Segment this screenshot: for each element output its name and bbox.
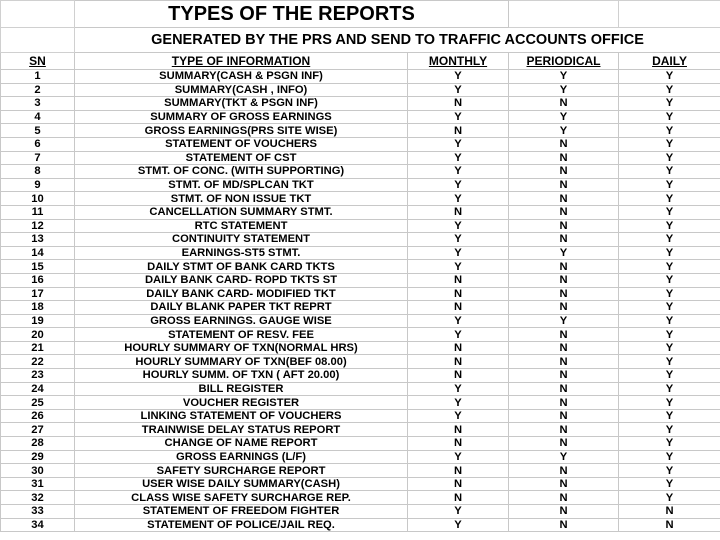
cell-sn[interactable]: 7 <box>1 151 75 165</box>
cell-sn[interactable]: 4 <box>1 110 75 124</box>
table-row <box>1 260 720 274</box>
table-row <box>1 396 720 410</box>
cell-periodical[interactable]: N <box>509 423 619 437</box>
cell-sn[interactable]: 34 <box>1 518 75 532</box>
cell-type-of-information[interactable]: USER WISE DAILY SUMMARY(CASH) <box>75 477 408 491</box>
cell-periodical[interactable]: N <box>509 341 619 355</box>
cell-sn[interactable]: 22 <box>1 355 75 369</box>
table-row <box>1 219 720 233</box>
cell-monthly[interactable]: N <box>408 273 509 287</box>
table-row <box>1 423 720 437</box>
cell-type-of-information[interactable]: STATEMENT OF FREEDOM FIGHTER <box>75 505 408 519</box>
cell-sn[interactable]: 25 <box>1 396 75 410</box>
cell-monthly[interactable]: Y <box>408 192 509 206</box>
cell-monthly[interactable]: Y <box>408 396 509 410</box>
cell-sn[interactable]: 21 <box>1 341 75 355</box>
cell-periodical[interactable]: Y <box>509 246 619 260</box>
cell-sn[interactable]: 26 <box>1 409 75 423</box>
cell-periodical[interactable]: Y <box>509 83 619 97</box>
cell-periodical[interactable]: N <box>509 273 619 287</box>
table-row <box>1 233 720 247</box>
table-row <box>1 518 720 532</box>
cell-periodical[interactable]: Y <box>509 124 619 138</box>
cell-monthly[interactable]: Y <box>408 219 509 233</box>
cell-sn[interactable]: 9 <box>1 178 75 192</box>
cell-sn[interactable]: 3 <box>1 97 75 111</box>
cell-sn[interactable]: 8 <box>1 165 75 179</box>
cell-periodical[interactable]: N <box>509 382 619 396</box>
table-row <box>1 301 720 315</box>
cell-type-of-information[interactable]: SAFETY SURCHARGE REPORT <box>75 464 408 478</box>
cell-monthly[interactable]: Y <box>408 165 509 179</box>
title-blank-cell[interactable] <box>509 1 619 28</box>
cell-sn[interactable]: 31 <box>1 477 75 491</box>
cell-daily[interactable]: Y <box>619 382 720 396</box>
cell-periodical[interactable]: Y <box>509 70 619 84</box>
cell-sn[interactable]: 6 <box>1 137 75 151</box>
title-row <box>1 1 720 28</box>
cell-daily[interactable]: Y <box>619 355 720 369</box>
cell-type-of-information[interactable]: STATEMENT OF POLICE/JAIL REQ. <box>75 518 408 532</box>
cell-sn[interactable]: 1 <box>1 70 75 84</box>
title-blank-cell[interactable] <box>1 1 75 28</box>
cell-monthly[interactable]: Y <box>408 450 509 464</box>
table-row <box>1 205 720 219</box>
table-row <box>1 409 720 423</box>
table-row <box>1 314 720 328</box>
cell-type-of-information[interactable]: CHANGE OF NAME REPORT <box>75 437 408 451</box>
cell-periodical[interactable]: N <box>509 328 619 342</box>
cell-daily[interactable]: Y <box>619 83 720 97</box>
cell-sn[interactable]: 30 <box>1 464 75 478</box>
cell-type-of-information[interactable]: DAILY BANK CARD- ROPD TKTS ST <box>75 273 408 287</box>
cell-sn[interactable]: 24 <box>1 382 75 396</box>
cell-periodical[interactable]: N <box>509 260 619 274</box>
cell-type-of-information[interactable]: EARNINGS-ST5 STMT. <box>75 246 408 260</box>
cell-periodical[interactable]: N <box>509 192 619 206</box>
cell-monthly[interactable]: N <box>408 97 509 111</box>
cell-type-of-information[interactable]: STMT. OF CONC. (WITH SUPPORTING) <box>75 165 408 179</box>
cell-type-of-information[interactable]: SUMMARY(TKT & PSGN INF) <box>75 97 408 111</box>
cell-daily[interactable]: Y <box>619 477 720 491</box>
cell-daily[interactable]: Y <box>619 137 720 151</box>
cell-monthly[interactable]: N <box>408 437 509 451</box>
cell-daily[interactable]: Y <box>619 110 720 124</box>
table-row <box>1 328 720 342</box>
cell-type-of-information[interactable]: GROSS EARNINGS. GAUGE WISE <box>75 314 408 328</box>
cell-type-of-information[interactable]: DAILY STMT OF BANK CARD TKTS <box>75 260 408 274</box>
cell-monthly[interactable]: N <box>408 491 509 505</box>
subtitle-row <box>1 28 720 53</box>
table-row <box>1 341 720 355</box>
table-row <box>1 287 720 301</box>
cell-periodical[interactable]: Y <box>509 314 619 328</box>
cell-periodical[interactable]: N <box>509 301 619 315</box>
table-row <box>1 165 720 179</box>
cell-type-of-information[interactable]: SUMMARY(CASH & PSGN INF) <box>75 70 408 84</box>
cell-type-of-information[interactable]: DAILY BLANK PAPER TKT REPRT <box>75 301 408 315</box>
cell-sn[interactable]: 14 <box>1 246 75 260</box>
cell-daily[interactable]: Y <box>619 396 720 410</box>
cell-monthly[interactable]: Y <box>408 518 509 532</box>
cell-type-of-information[interactable]: GROSS EARNINGS(PRS SITE WISE) <box>75 124 408 138</box>
cell-daily[interactable]: Y <box>619 314 720 328</box>
cell-daily[interactable]: Y <box>619 341 720 355</box>
table-row <box>1 178 720 192</box>
cell-daily[interactable]: Y <box>619 233 720 247</box>
cell-sn[interactable]: 17 <box>1 287 75 301</box>
title-blank-cell[interactable] <box>619 1 720 28</box>
cell-monthly[interactable]: N <box>408 464 509 478</box>
table-row <box>1 192 720 206</box>
cell-sn[interactable]: 28 <box>1 437 75 451</box>
cell-type-of-information[interactable]: STATEMENT OF VOUCHERS <box>75 137 408 151</box>
cell-periodical[interactable]: N <box>509 369 619 383</box>
cell-type-of-information[interactable]: LINKING STATEMENT OF VOUCHERS <box>75 409 408 423</box>
cell-daily[interactable]: N <box>619 505 720 519</box>
table-row <box>1 491 720 505</box>
cell-periodical[interactable]: N <box>509 287 619 301</box>
cell-monthly[interactable]: N <box>408 341 509 355</box>
cell-periodical[interactable]: N <box>509 355 619 369</box>
cell-periodical[interactable]: N <box>509 477 619 491</box>
cell-daily[interactable]: Y <box>619 124 720 138</box>
cell-periodical[interactable]: N <box>509 396 619 410</box>
cell-daily[interactable]: Y <box>619 369 720 383</box>
table-row <box>1 137 720 151</box>
cell-type-of-information[interactable]: STMT. OF MD/SPLCAN TKT <box>75 178 408 192</box>
cell-periodical[interactable]: N <box>509 233 619 247</box>
cell-type-of-information[interactable]: SUMMARY OF GROSS EARNINGS <box>75 110 408 124</box>
cell-monthly[interactable]: Y <box>408 151 509 165</box>
cell-daily[interactable]: Y <box>619 246 720 260</box>
column-header-monthly[interactable]: MONTHLY <box>408 53 509 70</box>
cell-type-of-information[interactable]: STATEMENT OF RESV. FEE <box>75 328 408 342</box>
cell-type-of-information[interactable]: GROSS EARNINGS (L/F) <box>75 450 408 464</box>
table-row <box>1 70 720 84</box>
table-row <box>1 246 720 260</box>
column-header-type[interactable]: TYPE OF INFORMATION <box>75 53 408 70</box>
cell-periodical[interactable]: N <box>509 437 619 451</box>
cell-type-of-information[interactable]: SUMMARY(CASH , INFO) <box>75 83 408 97</box>
cell-monthly[interactable]: N <box>408 355 509 369</box>
cell-periodical[interactable]: Y <box>509 450 619 464</box>
cell-sn[interactable]: 23 <box>1 369 75 383</box>
cell-monthly[interactable]: N <box>408 301 509 315</box>
cell-periodical[interactable]: Y <box>509 110 619 124</box>
cell-sn[interactable]: 33 <box>1 505 75 519</box>
page-subtitle[interactable]: GENERATED BY THE PRS AND SEND TO TRAFFIC ACCOUNTS OFFICE <box>75 28 720 53</box>
table-row <box>1 382 720 396</box>
cell-daily[interactable]: Y <box>619 70 720 84</box>
table-row <box>1 97 720 111</box>
cell-daily[interactable]: Y <box>619 450 720 464</box>
cell-type-of-information[interactable]: VOUCHER REGISTER <box>75 396 408 410</box>
cell-sn[interactable]: 19 <box>1 314 75 328</box>
cell-periodical[interactable]: N <box>509 97 619 111</box>
table-row <box>1 124 720 138</box>
cell-daily[interactable]: Y <box>619 165 720 179</box>
cell-monthly[interactable]: Y <box>408 328 509 342</box>
cell-sn[interactable]: 29 <box>1 450 75 464</box>
table-row <box>1 369 720 383</box>
cell-periodical[interactable]: N <box>509 219 619 233</box>
cell-daily[interactable]: Y <box>619 437 720 451</box>
cell-daily[interactable]: Y <box>619 192 720 206</box>
header-row <box>1 53 720 70</box>
cell-sn[interactable]: 2 <box>1 83 75 97</box>
cell-daily[interactable]: Y <box>619 287 720 301</box>
cell-monthly[interactable]: Y <box>408 382 509 396</box>
cell-monthly[interactable]: Y <box>408 70 509 84</box>
cell-monthly[interactable]: Y <box>408 137 509 151</box>
cell-type-of-information[interactable]: CLASS WISE SAFETY SURCHARGE REP. <box>75 491 408 505</box>
table-row <box>1 273 720 287</box>
cell-monthly[interactable]: N <box>408 124 509 138</box>
cell-daily[interactable]: Y <box>619 328 720 342</box>
cell-type-of-information[interactable]: HOURLY SUMMARY OF TXN(NORMAL HRS) <box>75 341 408 355</box>
cell-sn[interactable]: 5 <box>1 124 75 138</box>
column-header-daily[interactable]: DAILY <box>619 53 720 70</box>
cell-daily[interactable]: Y <box>619 409 720 423</box>
cell-periodical[interactable]: N <box>509 178 619 192</box>
cell-type-of-information[interactable]: HOURLY SUMM. OF TXN ( AFT 20.00) <box>75 369 408 383</box>
cell-daily[interactable]: Y <box>619 423 720 437</box>
cell-monthly[interactable]: Y <box>408 409 509 423</box>
cell-daily[interactable]: Y <box>619 273 720 287</box>
cell-periodical[interactable]: N <box>509 464 619 478</box>
table-row <box>1 505 720 519</box>
cell-type-of-information[interactable]: CONTINUITY STATEMENT <box>75 233 408 247</box>
cell-sn[interactable]: 11 <box>1 205 75 219</box>
cell-sn[interactable]: 10 <box>1 192 75 206</box>
cell-sn[interactable]: 27 <box>1 423 75 437</box>
cell-type-of-information[interactable]: STATEMENT OF CST <box>75 151 408 165</box>
table-row <box>1 450 720 464</box>
cell-type-of-information[interactable]: DAILY BANK CARD- MODIFIED TKT <box>75 287 408 301</box>
cell-sn[interactable]: 16 <box>1 273 75 287</box>
cell-daily[interactable]: Y <box>619 301 720 315</box>
cell-monthly[interactable]: N <box>408 205 509 219</box>
cell-type-of-information[interactable]: TRAINWISE DELAY STATUS REPORT <box>75 423 408 437</box>
column-header-periodical[interactable]: PERIODICAL <box>509 53 619 70</box>
cell-periodical[interactable]: N <box>509 165 619 179</box>
subtitle-blank-cell[interactable] <box>1 28 75 53</box>
cell-monthly[interactable]: N <box>408 423 509 437</box>
cell-sn[interactable]: 12 <box>1 219 75 233</box>
table-row <box>1 83 720 97</box>
cell-periodical[interactable]: N <box>509 137 619 151</box>
cell-monthly[interactable]: Y <box>408 110 509 124</box>
table-row <box>1 477 720 491</box>
table-row <box>1 151 720 165</box>
cell-monthly[interactable]: Y <box>408 260 509 274</box>
cell-type-of-information[interactable]: BILL REGISTER <box>75 382 408 396</box>
cell-monthly[interactable]: Y <box>408 178 509 192</box>
cell-type-of-information[interactable]: STMT. OF NON ISSUE TKT <box>75 192 408 206</box>
table-row <box>1 110 720 124</box>
cell-daily[interactable]: Y <box>619 151 720 165</box>
cell-periodical[interactable]: N <box>509 518 619 532</box>
column-header-sn[interactable]: SN <box>1 53 75 70</box>
cell-periodical[interactable]: N <box>509 151 619 165</box>
cell-daily[interactable]: Y <box>619 464 720 478</box>
cell-sn[interactable]: 13 <box>1 233 75 247</box>
cell-periodical[interactable]: N <box>509 409 619 423</box>
cell-sn[interactable]: 32 <box>1 491 75 505</box>
cell-monthly[interactable]: Y <box>408 246 509 260</box>
cell-type-of-information[interactable]: RTC STATEMENT <box>75 219 408 233</box>
cell-daily[interactable]: N <box>619 518 720 532</box>
cell-periodical[interactable]: N <box>509 205 619 219</box>
cell-monthly[interactable]: Y <box>408 505 509 519</box>
cell-monthly[interactable]: Y <box>408 83 509 97</box>
table-row <box>1 464 720 478</box>
cell-sn[interactable]: 20 <box>1 328 75 342</box>
cell-monthly[interactable]: N <box>408 477 509 491</box>
cell-type-of-information[interactable]: HOURLY SUMMARY OF TXN(BEF 08.00) <box>75 355 408 369</box>
cell-sn[interactable]: 15 <box>1 260 75 274</box>
cell-daily[interactable]: Y <box>619 491 720 505</box>
cell-periodical[interactable]: N <box>509 491 619 505</box>
table-row <box>1 355 720 369</box>
cell-monthly[interactable]: Y <box>408 233 509 247</box>
cell-daily[interactable]: Y <box>619 205 720 219</box>
cell-daily[interactable]: Y <box>619 260 720 274</box>
cell-monthly[interactable]: N <box>408 287 509 301</box>
cell-daily[interactable]: Y <box>619 219 720 233</box>
table-row <box>1 437 720 451</box>
cell-periodical[interactable]: N <box>509 505 619 519</box>
page-title[interactable]: TYPES OF THE REPORTS <box>75 1 509 28</box>
cell-sn[interactable]: 18 <box>1 301 75 315</box>
cell-type-of-information[interactable]: CANCELLATION SUMMARY STMT. <box>75 205 408 219</box>
cell-daily[interactable]: Y <box>619 97 720 111</box>
cell-daily[interactable]: Y <box>619 178 720 192</box>
cell-monthly[interactable]: Y <box>408 314 509 328</box>
cell-monthly[interactable]: N <box>408 369 509 383</box>
